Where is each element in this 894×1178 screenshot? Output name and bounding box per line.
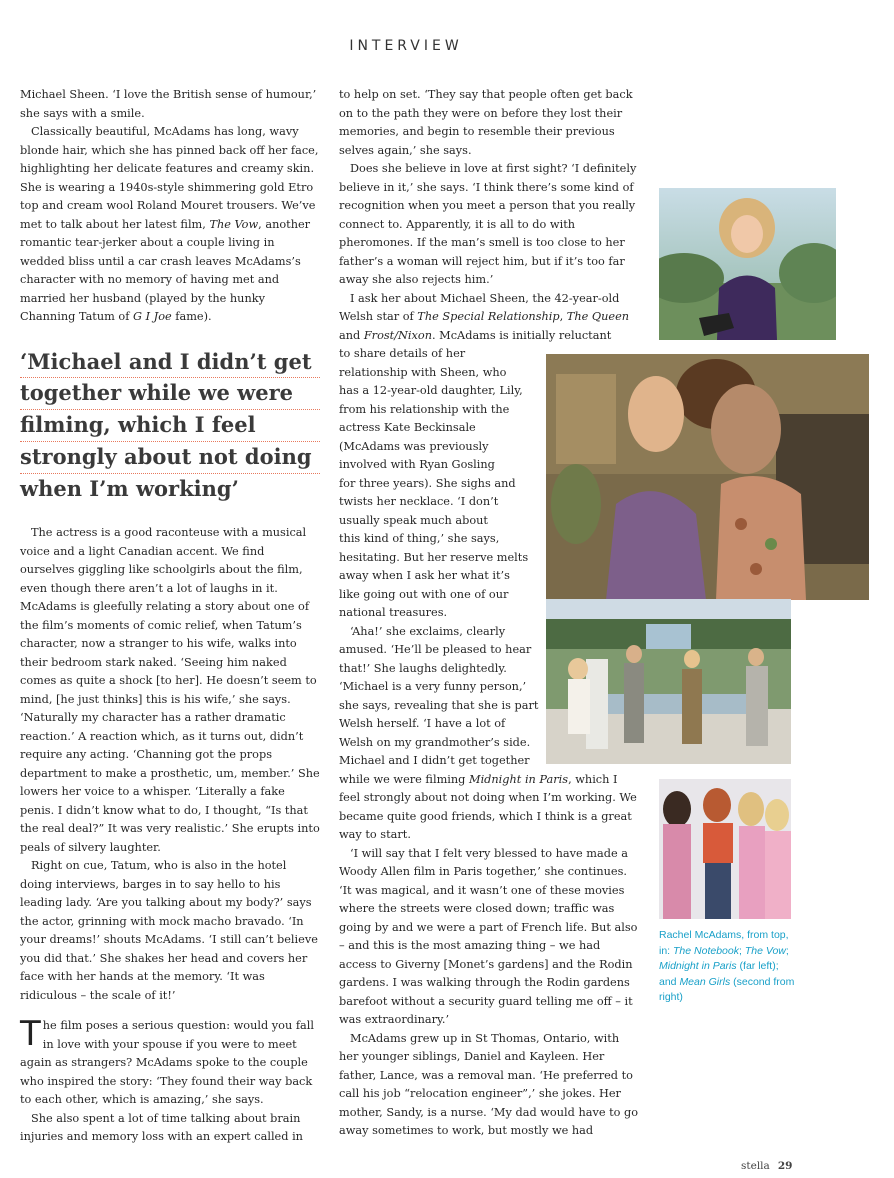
photo-the-notebook (659, 188, 836, 340)
paragraph: Right on cue, Tatum, who is also in the hotel doing interviews, barges in to say hello to his leading lady. ‘Are you talking about my body?’ says the actor, grinning with mock macho bravado. ‘In your dreams!’ shouts McAdams. ‘I still can’t believe you did that.’ She shakes her head and covers her face with her hands at the memory. ‘It was ridiculous – the scale of it!’ (20, 859, 318, 1002)
drop-cap: T (20, 1014, 41, 1055)
paragraph: to help on set. ‘They say that people often get back on to the path they were on before they lost their memories, and begin to resemble their previous selves again,’ she says. (339, 88, 633, 157)
paragraph: McAdams grew up in St Thomas, Ontario, with her younger siblings, Daniel and Kayleen. Her father, Lance, was a removal man. ‘He preferred to call his job “relocation engineer”,’ she jokes. Her mother, Sandy, is a nurse. ‘My dad would have to go away sometimes to work, but mostly we had (339, 1031, 639, 1137)
article-column-1 (20, 86, 320, 1147)
paragraph: She also spent a lot of time talking about brain injuries and memory loss with an expert called in (20, 1111, 303, 1144)
paragraph: Classically beautiful, McAdams has long, wavy blonde hair, which she has pinned back off her face, highlighting her delicate features and creamy skin. She is wearing a 1940s-style shimmering gold Etro top and cream wool Roland Mouret trousers. We’ve met to talk about her latest film, The Vow, another romantic tear-jerker about a couple living in wedded bliss until a car crash leaves McAdams’s character with no memory of having met and married her husband (played by the hunky Channing Tatum of G I Joe fame). (20, 125, 319, 323)
paragraph: I ask her about Michael Sheen, the 42-year-old Welsh star of The Special Relationship, The Queen and Frost/Nixon. McAdams is initially reluctant (339, 291, 630, 342)
section-label: INTERVIEW (349, 38, 463, 54)
paragraph: while we were filming Midnight in Paris, which I feel strongly about not doing when I’m working. We became quite good friends, which I think is a great way to start. (339, 772, 637, 841)
paragraph: ‘I will say that I felt very blessed to have made a Woody Allen film in Paris together,’ she continues. ‘It was magical, and it wasn’t one of these movies where the streets were closed down; traffic was going by and we were a part of French life. But also – and this is the most amazing thing – we had access to Giverny [Monet’s gardens] and the Rodin gardens. I was walking through the Rodin gardens barefoot without a security guard telling me off – it was extraordinary.’ (339, 846, 638, 1026)
narrow-text-block: to share details of her relationship with Sheen, who has a 12-year-old daughter, Lily, from his relationship with the actress Kate Beckinsale (McAdams was previously involved with Ryan Gosling for three years). She sighs and twists her necklace. ‘I don’t usually speak much about this kind of thing,’ she says, hesitating. But her reserve melts away when I ask her what it’s like going out with one of our national treasures. ‘Aha!’ she exclaims, clearly amused. ‘He’ll be pleased to hear that!’ She laughs delightedly. ‘Michael is a very funny person,’ she says, revealing that she is part Welsh herself. ‘I have a lot of Welsh on my grandmother’s side. Michael and I didn’t get together (339, 347, 539, 767)
photo-the-vow (546, 354, 869, 600)
pull-quote: ‘Michael and I didn’t get together while we were filming, which I feel strongly about not doing when I’m working’ (20, 347, 320, 505)
paragraph: Michael Sheen. ‘I love the British sense of humour,’ she says with a smile. (20, 88, 317, 120)
paragraph-dropcap: The film poses a serious question: would you fall in love with your spouse if you were to meet again as strangers? McAdams spoke to the couple who inspired the story: ‘They found their way back to each other, which is amazing,’ she says. (20, 1014, 314, 1107)
photo-mean-girls (659, 779, 791, 919)
magazine-name: stella (741, 1160, 770, 1172)
paragraph: The actress is a good raconteuse with a musical voice and a light Canadian accent. We find ourselves giggling like schoolgirls about the film, even though there aren’t a lot of laughs in it. McAdams is gleefully relating a story about one of the film’s moments of comic relief, when Tatum’s character, now a stranger to his wife, walks into their bedroom stark naked. ‘Seeing him naked comes as quite a shock [to her]. He doesn’t seem to mind, [he just thinks] this is his wife,’ she says. ‘Naturally my character has a rather dramatic reaction.’ A reaction which, as it turns out, didn’t require any acting. ‘Channing got the props department to make a prosthetic, um, member.’ She lowers her voice to a whisper. ‘Literally a fake penis. I didn’t know what to do, I thought, “Is that the real deal?” It was very realistic.’ She erupts into peals of silvery laughter. (20, 526, 320, 854)
page-number: 29 (777, 1160, 793, 1172)
photo-midnight-in-paris (546, 599, 791, 764)
page-footer (741, 1160, 792, 1172)
paragraph: Does she believe in love at first sight? ‘I definitely believe in it,’ she says. ‘I think there’s some kind of recognition when you meet a person that you really connect to. Apparently, it is all to do with pheromones. If the man’s smell is too close to her father’s a woman will reject him, but if it’s too far away she also rejects him.’ (339, 162, 637, 286)
photo-caption: Rachel McAdams, from top, in: The Notebook; The Vow; Midnight in Paris (far left); and Mean Girls (second from right) (659, 929, 795, 1003)
